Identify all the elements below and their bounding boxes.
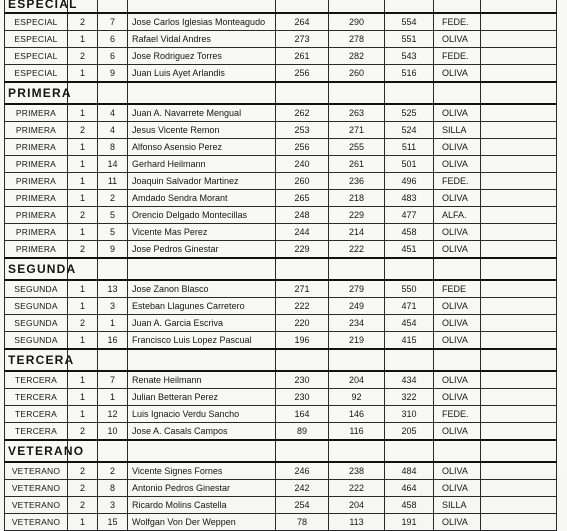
table-row	[5, 48, 557, 65]
group-cell: 2	[68, 462, 98, 480]
player-name-cell: Joaquin Salvador Martinez	[128, 173, 276, 190]
section-title: ESPECIAL	[5, 0, 68, 13]
table-row	[5, 406, 557, 423]
group-cell: 2	[68, 480, 98, 497]
empty-cell	[481, 332, 557, 350]
club-cell: OLIVA	[434, 371, 481, 389]
table-row	[5, 173, 557, 190]
score-2-cell: 260	[329, 65, 385, 83]
score-1-cell: 196	[276, 332, 329, 350]
number-cell: 13	[98, 280, 128, 298]
score-1-cell: 264	[276, 13, 329, 31]
group-cell: 1	[68, 173, 98, 190]
player-name-cell: Antonio Pedros Ginestar	[128, 480, 276, 497]
score-1-cell: 89	[276, 423, 329, 441]
section-header-row	[5, 258, 557, 280]
empty-cell	[481, 389, 557, 406]
section-header-cell	[481, 82, 557, 104]
score-2-cell: 255	[329, 139, 385, 156]
table-row	[5, 31, 557, 48]
empty-cell	[481, 280, 557, 298]
empty-cell	[481, 406, 557, 423]
category-cell: PRIMERA	[5, 122, 68, 139]
section-title: TERCERA	[5, 349, 68, 371]
total-cell: 464	[385, 480, 434, 497]
number-cell: 11	[98, 173, 128, 190]
club-cell: OLIVA	[434, 104, 481, 122]
total-cell: 310	[385, 406, 434, 423]
empty-cell	[481, 156, 557, 173]
group-cell: 1	[68, 139, 98, 156]
score-1-cell: 230	[276, 371, 329, 389]
club-cell: OLIVA	[434, 139, 481, 156]
score-1-cell: 248	[276, 207, 329, 224]
table-row	[5, 462, 557, 480]
total-cell: 458	[385, 497, 434, 514]
empty-cell	[481, 480, 557, 497]
section-header-cell	[98, 258, 128, 280]
section-header-cell	[481, 349, 557, 371]
category-cell: PRIMERA	[5, 104, 68, 122]
club-cell: OLIVA	[434, 480, 481, 497]
group-cell: 1	[68, 156, 98, 173]
category-cell: VETERANO	[5, 514, 68, 531]
player-name-cell: Ricardo Molins Castella	[128, 497, 276, 514]
section-header-cell	[98, 0, 128, 13]
score-2-cell: 204	[329, 371, 385, 389]
group-cell: 2	[68, 315, 98, 332]
score-1-cell: 273	[276, 31, 329, 48]
group-cell: 2	[68, 423, 98, 441]
section-header-cell	[329, 349, 385, 371]
empty-cell	[481, 122, 557, 139]
player-name-cell: Gerhard Heilmann	[128, 156, 276, 173]
score-2-cell: 279	[329, 280, 385, 298]
score-2-cell: 238	[329, 462, 385, 480]
player-name-cell: Wolfgan Von Der Weppen	[128, 514, 276, 531]
score-1-cell: 262	[276, 104, 329, 122]
number-cell: 6	[98, 48, 128, 65]
results-table	[4, 0, 557, 531]
total-cell: 322	[385, 389, 434, 406]
group-cell: 1	[68, 406, 98, 423]
total-cell: 434	[385, 371, 434, 389]
score-1-cell: 230	[276, 389, 329, 406]
empty-cell	[481, 190, 557, 207]
category-cell: PRIMERA	[5, 139, 68, 156]
category-cell: ESPECIAL	[5, 65, 68, 83]
number-cell: 3	[98, 497, 128, 514]
empty-cell	[481, 207, 557, 224]
section-header-cell	[128, 82, 276, 104]
number-cell: 9	[98, 65, 128, 83]
section-header-cell	[98, 440, 128, 462]
score-2-cell: 222	[329, 480, 385, 497]
empty-cell	[481, 224, 557, 241]
table-row	[5, 156, 557, 173]
club-cell: OLIVA	[434, 389, 481, 406]
total-cell: 454	[385, 315, 434, 332]
category-cell: SEGUNDA	[5, 315, 68, 332]
score-1-cell: 246	[276, 462, 329, 480]
club-cell: OLIVA	[434, 31, 481, 48]
group-cell: 2	[68, 13, 98, 31]
player-name-cell: Francisco Luis Lopez Pascual	[128, 332, 276, 350]
club-cell: OLIVA	[434, 156, 481, 173]
score-1-cell: 242	[276, 480, 329, 497]
total-cell: 543	[385, 48, 434, 65]
section-header-cell	[276, 258, 329, 280]
number-cell: 16	[98, 332, 128, 350]
section-header-cell	[434, 0, 481, 13]
number-cell: 1	[98, 389, 128, 406]
section-header-cell	[329, 258, 385, 280]
total-cell: 501	[385, 156, 434, 173]
section-header-row	[5, 0, 557, 13]
player-name-cell: Jose Pedros Ginestar	[128, 241, 276, 259]
score-1-cell: 164	[276, 406, 329, 423]
club-cell: OLIVA	[434, 332, 481, 350]
category-cell: SEGUNDA	[5, 280, 68, 298]
category-cell: PRIMERA	[5, 173, 68, 190]
club-cell: FEDE.	[434, 173, 481, 190]
score-1-cell: 261	[276, 48, 329, 65]
section-header-cell	[481, 258, 557, 280]
empty-cell	[481, 423, 557, 441]
empty-cell	[481, 298, 557, 315]
section-header-cell	[98, 349, 128, 371]
section-header-cell	[128, 0, 276, 13]
score-2-cell: 219	[329, 332, 385, 350]
group-cell: 2	[68, 207, 98, 224]
score-2-cell: 290	[329, 13, 385, 31]
group-cell: 1	[68, 389, 98, 406]
section-header-cell	[276, 0, 329, 13]
group-cell: 1	[68, 190, 98, 207]
number-cell: 3	[98, 298, 128, 315]
section-header-row	[5, 82, 557, 104]
player-name-cell: Juan A. Garcia Escriva	[128, 315, 276, 332]
section-header-cell	[128, 258, 276, 280]
empty-cell	[481, 514, 557, 531]
number-cell: 2	[98, 462, 128, 480]
section-header-cell	[385, 440, 434, 462]
number-cell: 9	[98, 241, 128, 259]
section-header-cell	[276, 82, 329, 104]
player-name-cell: Vicente Mas Perez	[128, 224, 276, 241]
score-2-cell: 92	[329, 389, 385, 406]
number-cell: 4	[98, 104, 128, 122]
total-cell: 415	[385, 332, 434, 350]
section-header-cell	[385, 82, 434, 104]
section-header-row	[5, 349, 557, 371]
club-cell: OLIVA	[434, 65, 481, 83]
total-cell: 550	[385, 280, 434, 298]
section-header-cell	[276, 349, 329, 371]
empty-cell	[481, 104, 557, 122]
score-1-cell: 78	[276, 514, 329, 531]
number-cell: 6	[98, 31, 128, 48]
total-cell: 483	[385, 190, 434, 207]
player-name-cell: Rafael Vidal Andres	[128, 31, 276, 48]
player-name-cell: Luis Ignacio Verdu Sancho	[128, 406, 276, 423]
score-1-cell: 222	[276, 298, 329, 315]
section-title: VETERANO	[5, 440, 68, 462]
section-header-cell	[329, 440, 385, 462]
section-header-cell	[128, 440, 276, 462]
total-cell: 496	[385, 173, 434, 190]
category-cell: ESPECIAL	[5, 31, 68, 48]
score-2-cell: 236	[329, 173, 385, 190]
score-1-cell: 240	[276, 156, 329, 173]
section-header-cell	[434, 349, 481, 371]
score-1-cell: 256	[276, 139, 329, 156]
score-1-cell: 220	[276, 315, 329, 332]
club-cell: OLIVA	[434, 224, 481, 241]
score-1-cell: 254	[276, 497, 329, 514]
table-row	[5, 371, 557, 389]
empty-cell	[481, 241, 557, 259]
score-2-cell: 271	[329, 122, 385, 139]
number-cell: 1	[98, 315, 128, 332]
table-row	[5, 332, 557, 350]
empty-cell	[481, 497, 557, 514]
total-cell: 484	[385, 462, 434, 480]
club-cell: FEDE	[434, 280, 481, 298]
results-body	[5, 0, 557, 531]
group-cell: 2	[68, 241, 98, 259]
table-row	[5, 190, 557, 207]
category-cell: VETERANO	[5, 462, 68, 480]
category-cell: SEGUNDA	[5, 332, 68, 350]
player-name-cell: Amdado Sendra Morant	[128, 190, 276, 207]
group-cell: 1	[68, 371, 98, 389]
score-2-cell: 282	[329, 48, 385, 65]
total-cell: 554	[385, 13, 434, 31]
club-cell: OLIVA	[434, 315, 481, 332]
category-cell: ESPECIAL	[5, 13, 68, 31]
table-row	[5, 423, 557, 441]
category-cell: TERCERA	[5, 423, 68, 441]
table-row	[5, 241, 557, 259]
number-cell: 8	[98, 480, 128, 497]
total-cell: 205	[385, 423, 434, 441]
table-row	[5, 224, 557, 241]
number-cell: 14	[98, 156, 128, 173]
score-2-cell: 261	[329, 156, 385, 173]
category-cell: VETERANO	[5, 480, 68, 497]
group-cell: 1	[68, 224, 98, 241]
category-cell: PRIMERA	[5, 190, 68, 207]
club-cell: SILLA	[434, 497, 481, 514]
club-cell: OLIVA	[434, 190, 481, 207]
score-2-cell: 263	[329, 104, 385, 122]
group-cell: 2	[68, 48, 98, 65]
player-name-cell: Jesus Vicente Remon	[128, 122, 276, 139]
table-row	[5, 389, 557, 406]
player-name-cell: Juan Luis Ayet Arlandis	[128, 65, 276, 83]
score-1-cell: 260	[276, 173, 329, 190]
score-2-cell: 214	[329, 224, 385, 241]
total-cell: 458	[385, 224, 434, 241]
player-name-cell: Esteban Llagunes Carretero	[128, 298, 276, 315]
empty-cell	[481, 139, 557, 156]
club-cell: OLIVA	[434, 514, 481, 531]
number-cell: 7	[98, 371, 128, 389]
club-cell: OLIVA	[434, 462, 481, 480]
section-header-cell	[276, 440, 329, 462]
score-1-cell: 244	[276, 224, 329, 241]
table-row	[5, 104, 557, 122]
total-cell: 551	[385, 31, 434, 48]
score-1-cell: 265	[276, 190, 329, 207]
player-name-cell: Vicente Signes Fornes	[128, 462, 276, 480]
empty-cell	[481, 462, 557, 480]
number-cell: 12	[98, 406, 128, 423]
empty-cell	[481, 31, 557, 48]
number-cell: 2	[98, 190, 128, 207]
category-cell: PRIMERA	[5, 224, 68, 241]
total-cell: 511	[385, 139, 434, 156]
section-title: SEGUNDA	[5, 258, 68, 280]
player-name-cell: Jose Rodriguez Torres	[128, 48, 276, 65]
club-cell: FEDE.	[434, 406, 481, 423]
player-name-cell: Alfonso Asensio Perez	[128, 139, 276, 156]
number-cell: 7	[98, 13, 128, 31]
empty-cell	[481, 315, 557, 332]
table-row	[5, 65, 557, 83]
score-1-cell: 253	[276, 122, 329, 139]
section-header-cell	[329, 82, 385, 104]
table-row	[5, 13, 557, 31]
section-header-cell	[385, 258, 434, 280]
group-cell: 1	[68, 332, 98, 350]
number-cell: 5	[98, 207, 128, 224]
player-name-cell: Julian Betteran Perez	[128, 389, 276, 406]
score-2-cell: 278	[329, 31, 385, 48]
number-cell: 4	[98, 122, 128, 139]
table-row	[5, 497, 557, 514]
empty-cell	[481, 371, 557, 389]
player-name-cell: Jose A. Casals Campos	[128, 423, 276, 441]
club-cell: OLIVA	[434, 298, 481, 315]
section-title: PRIMERA	[5, 82, 68, 104]
player-name-cell: Jose Carlos Iglesias Monteagudo	[128, 13, 276, 31]
table-row	[5, 298, 557, 315]
group-cell: 1	[68, 298, 98, 315]
total-cell: 191	[385, 514, 434, 531]
number-cell: 5	[98, 224, 128, 241]
group-cell: 2	[68, 497, 98, 514]
group-cell: 1	[68, 65, 98, 83]
table-row	[5, 139, 557, 156]
score-2-cell: 222	[329, 241, 385, 259]
score-2-cell: 146	[329, 406, 385, 423]
category-cell: TERCERA	[5, 371, 68, 389]
total-cell: 471	[385, 298, 434, 315]
club-cell: SILLA	[434, 122, 481, 139]
category-cell: TERCERA	[5, 389, 68, 406]
score-2-cell: 229	[329, 207, 385, 224]
player-name-cell: Renate Heilmann	[128, 371, 276, 389]
group-cell: 1	[68, 31, 98, 48]
score-1-cell: 229	[276, 241, 329, 259]
section-header-cell	[434, 440, 481, 462]
score-1-cell: 256	[276, 65, 329, 83]
club-cell: OLIVA	[434, 241, 481, 259]
category-cell: PRIMERA	[5, 207, 68, 224]
total-cell: 524	[385, 122, 434, 139]
table-row	[5, 280, 557, 298]
category-cell: TERCERA	[5, 406, 68, 423]
section-header-row	[5, 440, 557, 462]
total-cell: 516	[385, 65, 434, 83]
table-row	[5, 122, 557, 139]
section-header-cell	[434, 258, 481, 280]
group-cell: 1	[68, 514, 98, 531]
category-cell: ESPECIAL	[5, 48, 68, 65]
section-header-cell	[329, 0, 385, 13]
empty-cell	[481, 13, 557, 31]
number-cell: 15	[98, 514, 128, 531]
table-row	[5, 514, 557, 531]
section-header-cell	[481, 440, 557, 462]
score-2-cell: 116	[329, 423, 385, 441]
empty-cell	[481, 48, 557, 65]
category-cell: SEGUNDA	[5, 298, 68, 315]
section-header-cell	[68, 82, 98, 104]
score-2-cell: 218	[329, 190, 385, 207]
number-cell: 10	[98, 423, 128, 441]
section-header-cell	[434, 82, 481, 104]
category-cell: PRIMERA	[5, 156, 68, 173]
player-name-cell: Jose Zanon Blasco	[128, 280, 276, 298]
category-cell: PRIMERA	[5, 241, 68, 259]
group-cell: 2	[68, 122, 98, 139]
section-header-cell	[98, 82, 128, 104]
club-cell: FEDE.	[434, 48, 481, 65]
total-cell: 525	[385, 104, 434, 122]
table-row	[5, 207, 557, 224]
group-cell: 1	[68, 280, 98, 298]
score-2-cell: 113	[329, 514, 385, 531]
table-row	[5, 480, 557, 497]
score-1-cell: 271	[276, 280, 329, 298]
score-2-cell: 204	[329, 497, 385, 514]
table-row	[5, 315, 557, 332]
player-name-cell: Orencio Delgado Montecillas	[128, 207, 276, 224]
club-cell: OLIVA	[434, 423, 481, 441]
total-cell: 451	[385, 241, 434, 259]
score-2-cell: 249	[329, 298, 385, 315]
section-header-cell	[481, 0, 557, 13]
empty-cell	[481, 65, 557, 83]
score-2-cell: 234	[329, 315, 385, 332]
section-header-cell	[385, 349, 434, 371]
player-name-cell: Juan A. Navarrete Mengual	[128, 104, 276, 122]
section-header-cell	[385, 0, 434, 13]
total-cell: 477	[385, 207, 434, 224]
number-cell: 8	[98, 139, 128, 156]
club-cell: ALFA.	[434, 207, 481, 224]
empty-cell	[481, 173, 557, 190]
club-cell: FEDE.	[434, 13, 481, 31]
group-cell: 1	[68, 104, 98, 122]
section-header-cell	[128, 349, 276, 371]
category-cell: VETERANO	[5, 497, 68, 514]
